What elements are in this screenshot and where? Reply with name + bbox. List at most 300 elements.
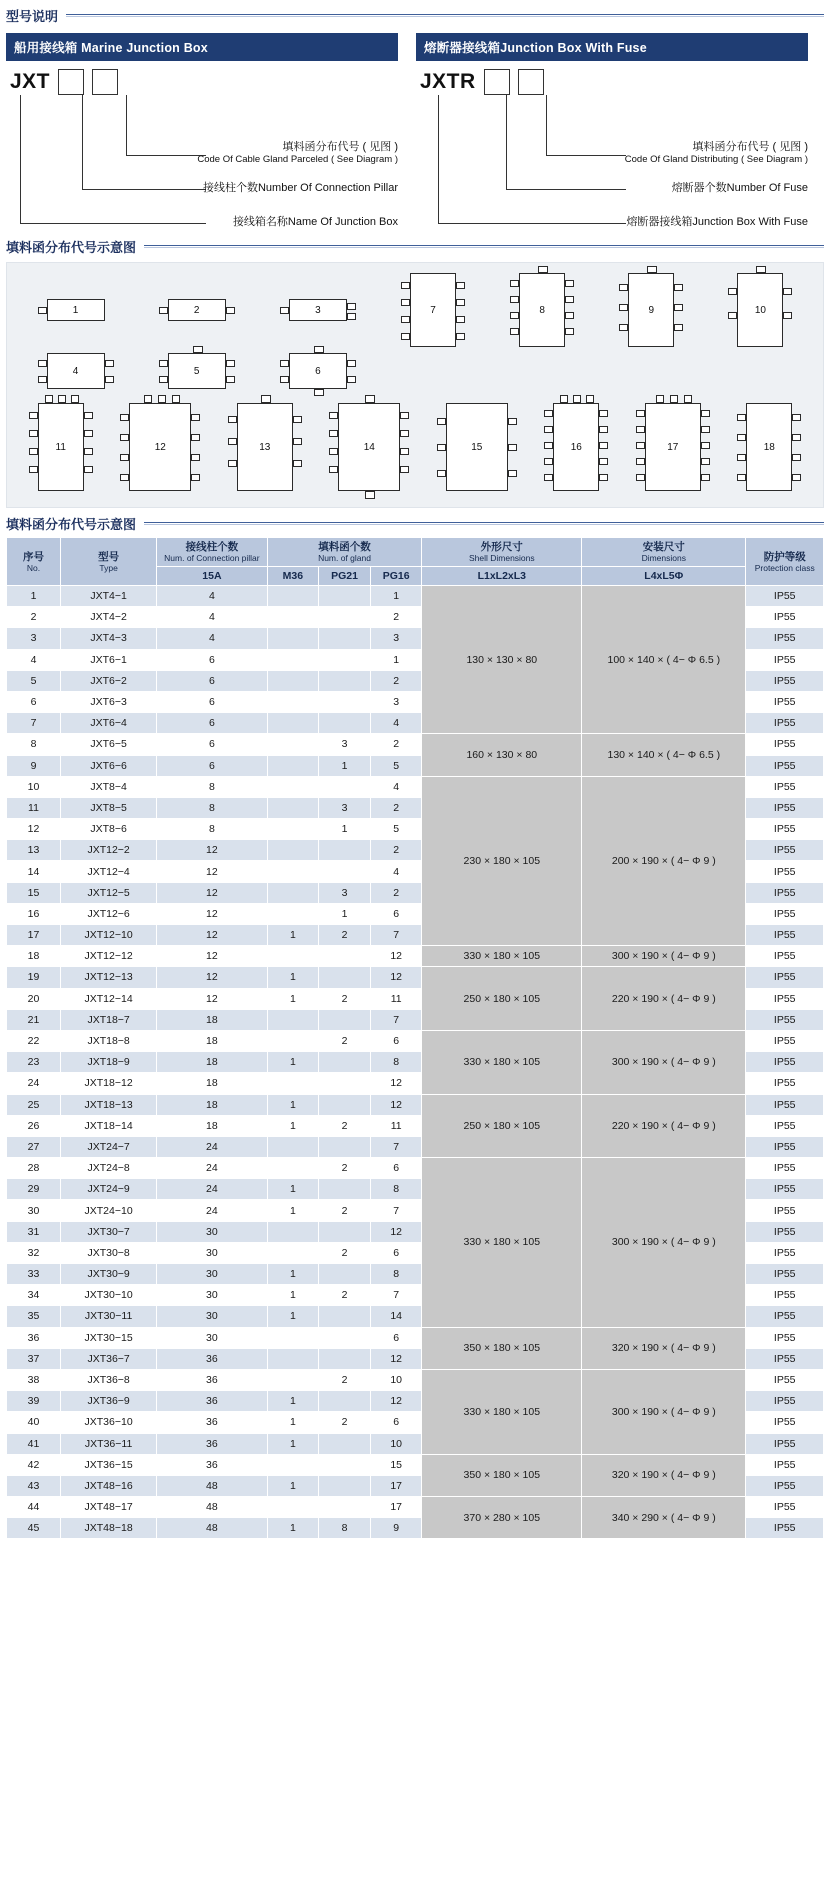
cell-no: 10: [7, 776, 61, 797]
model-left-body: [6, 61, 398, 231]
page-root: [0, 6, 830, 1884]
cell-protection-class: IP55: [746, 925, 824, 946]
figure-label: 6: [315, 365, 321, 377]
cell-type: JXT8−4: [60, 776, 156, 797]
th-gland: [267, 538, 422, 567]
cell-gland-pg21: [319, 1348, 371, 1369]
gland-nub: [401, 282, 410, 289]
leader-line: [506, 189, 626, 190]
gland-nub: [228, 416, 237, 423]
cell-mounting-dimensions: 300 × 190 × ( 4− Φ 9 ): [582, 1158, 746, 1328]
cell-type: JXT12−6: [60, 903, 156, 924]
cell-pillar: 30: [157, 1221, 267, 1242]
cell-pillar: 12: [157, 861, 267, 882]
cell-type: JXT48−18: [60, 1518, 156, 1539]
gland-nub: [674, 284, 683, 291]
gland-nub: [701, 410, 710, 417]
figure-label: 17: [667, 441, 679, 453]
cell-protection-class: IP55: [746, 607, 824, 628]
gland-nub: [656, 395, 664, 403]
cell-gland-pg16: 4: [370, 861, 422, 882]
cell-type: JXT12−14: [60, 988, 156, 1009]
gland-nub: [191, 414, 200, 421]
cell-type: JXT6−5: [60, 734, 156, 755]
cell-mounting-dimensions: 300 × 190 × ( 4− Φ 9 ): [582, 1030, 746, 1094]
cell-protection-class: IP55: [746, 1158, 824, 1179]
cell-gland-pg16: 5: [370, 755, 422, 776]
cell-type: JXT8−6: [60, 819, 156, 840]
cell-gland-pg16: 8: [370, 1052, 422, 1073]
gland-nub: [636, 442, 645, 449]
cell-shell-dimensions: 350 × 180 × 105: [422, 1454, 582, 1496]
gland-nub: [510, 296, 519, 303]
gland-nub: [728, 312, 737, 319]
cell-type: JXT30−8: [60, 1242, 156, 1263]
cell-gland-m36: [267, 1030, 319, 1051]
cell-gland-pg21: [319, 1497, 371, 1518]
gland-nub: [456, 333, 465, 340]
cell-gland-m36: [267, 946, 319, 967]
gland-nub: [737, 454, 746, 461]
legend-en: Code Of Gland Distributing ( See Diagram ): [624, 154, 808, 165]
section-rule: [66, 14, 824, 17]
gland-distribution-diagram-panel: [6, 262, 824, 508]
cell-gland-pg21: 2: [319, 1115, 371, 1136]
figure-label: 14: [363, 441, 375, 453]
figure-label: 8: [539, 304, 545, 316]
cell-protection-class: IP55: [746, 1348, 824, 1369]
cell-gland-pg21: 2: [319, 1285, 371, 1306]
cell-gland-pg21: 2: [319, 1369, 371, 1390]
cell-type: JXT30−11: [60, 1306, 156, 1327]
table-row: [7, 946, 824, 967]
cell-gland-pg21: [319, 840, 371, 861]
gland-nub: [280, 307, 289, 314]
cell-pillar: 6: [157, 713, 267, 734]
th-prot-cn: 防护等级: [763, 550, 806, 563]
cell-gland-m36: 1: [267, 988, 319, 1009]
cell-type: JXT30−9: [60, 1264, 156, 1285]
figure-label: 5: [193, 365, 200, 377]
gland-nub: [58, 395, 66, 403]
gland-nub: [619, 284, 628, 291]
figure-label: 9: [648, 304, 655, 316]
gland-nub: [314, 389, 324, 396]
cell-gland-pg21: [319, 1475, 371, 1496]
cell-pillar: 36: [157, 1433, 267, 1454]
cell-type: JXT6−1: [60, 649, 156, 670]
gland-nub: [544, 442, 553, 449]
cell-gland-pg16: 4: [370, 776, 422, 797]
legend-cn: 接线箱名称Name Of Junction Box: [232, 216, 398, 228]
cell-protection-class: IP55: [746, 797, 824, 818]
leader-line: [82, 189, 206, 190]
gland-nub: [105, 360, 114, 367]
cell-no: 38: [7, 1369, 61, 1390]
gland-nub: [737, 474, 746, 481]
cell-pillar: 12: [157, 925, 267, 946]
gland-nub: [599, 474, 608, 481]
cell-pillar: 4: [157, 586, 267, 607]
gland-nub: [293, 416, 302, 423]
gland-nub: [172, 395, 180, 403]
cell-gland-pg21: [319, 776, 371, 797]
gland-nub: [674, 304, 683, 311]
cell-protection-class: IP55: [746, 1200, 824, 1221]
cell-pillar: 48: [157, 1518, 267, 1539]
figure-label: 16: [570, 441, 582, 453]
gland-nub: [29, 412, 38, 419]
cell-no: 13: [7, 840, 61, 861]
cell-gland-pg16: 10: [370, 1369, 422, 1390]
cell-gland-m36: 1: [267, 1475, 319, 1496]
cell-protection-class: IP55: [746, 1030, 824, 1051]
cell-no: 7: [7, 713, 61, 734]
cell-shell-dimensions: 250 × 180 × 105: [422, 1094, 582, 1158]
gland-nub: [401, 333, 410, 340]
cell-gland-pg21: 3: [319, 797, 371, 818]
cell-type: JXT12−4: [60, 861, 156, 882]
cell-gland-m36: 1: [267, 1391, 319, 1412]
cell-no: 23: [7, 1052, 61, 1073]
cell-pillar: 30: [157, 1264, 267, 1285]
cell-type: JXT18−12: [60, 1073, 156, 1094]
cell-gland-pg16: 14: [370, 1306, 422, 1327]
model-right-legend-0: [625, 141, 808, 165]
cell-no: 6: [7, 691, 61, 712]
gland-nub: [228, 460, 237, 467]
gland-nub: [38, 376, 47, 383]
cell-gland-m36: [267, 819, 319, 840]
gland-nub: [105, 376, 114, 383]
gland-nub: [280, 360, 289, 367]
cell-protection-class: IP55: [746, 1094, 824, 1115]
cell-pillar: 6: [157, 734, 267, 755]
cell-pillar: 18: [157, 1009, 267, 1030]
th-gland-cn: 填料函个数: [318, 541, 371, 553]
cell-gland-m36: [267, 840, 319, 861]
gland-nub: [599, 426, 608, 433]
header-row-1: [7, 538, 824, 567]
cell-type: JXT8−5: [60, 797, 156, 818]
cell-protection-class: IP55: [746, 882, 824, 903]
cell-gland-pg21: 2: [319, 988, 371, 1009]
cell-no: 35: [7, 1306, 61, 1327]
cell-gland-pg21: 8: [319, 1518, 371, 1539]
spec-table-wrapper: [0, 533, 830, 1539]
leader-line: [438, 223, 626, 224]
cell-protection-class: IP55: [746, 1454, 824, 1475]
cell-protection-class: IP55: [746, 649, 824, 670]
figure-13: [237, 403, 293, 491]
cell-pillar: 12: [157, 903, 267, 924]
gland-nub: [84, 412, 93, 419]
cell-shell-dimensions: 330 × 180 × 105: [422, 1369, 582, 1454]
gland-nub: [544, 426, 553, 433]
cell-gland-m36: [267, 1497, 319, 1518]
gland-nub: [329, 430, 338, 437]
figure-18: [746, 403, 792, 491]
figure-label: 15: [471, 441, 483, 453]
gland-nub: [565, 328, 574, 335]
th-gland-pg16: PG16: [370, 567, 422, 586]
cell-gland-m36: 1: [267, 1052, 319, 1073]
diagram-row-2: [15, 353, 815, 389]
cell-protection-class: IP55: [746, 628, 824, 649]
gland-nub: [159, 376, 168, 383]
figure-3: [289, 299, 347, 321]
cell-protection-class: IP55: [746, 1327, 824, 1348]
cell-type: JXT36−11: [60, 1433, 156, 1454]
cell-gland-pg16: 8: [370, 1179, 422, 1200]
cell-gland-pg21: [319, 1009, 371, 1030]
figure-7: [410, 273, 456, 347]
cell-gland-m36: 1: [267, 925, 319, 946]
cell-pillar: 18: [157, 1073, 267, 1094]
cell-gland-pg21: 1: [319, 819, 371, 840]
gland-nub: [684, 395, 692, 403]
gland-nub: [728, 288, 737, 295]
th-prot-en: Protection class: [754, 562, 815, 573]
cell-gland-m36: [267, 903, 319, 924]
cell-gland-pg21: [319, 1073, 371, 1094]
cell-no: 19: [7, 967, 61, 988]
gland-nub: [226, 376, 235, 383]
cell-no: 5: [7, 670, 61, 691]
gland-nub: [38, 360, 47, 367]
cell-gland-pg21: 2: [319, 1242, 371, 1263]
cell-gland-pg21: [319, 607, 371, 628]
cell-protection-class: IP55: [746, 1136, 824, 1157]
cell-pillar: 12: [157, 840, 267, 861]
cell-pillar: 12: [157, 967, 267, 988]
cell-gland-m36: 1: [267, 1264, 319, 1285]
cell-pillar: 8: [157, 819, 267, 840]
cell-gland-m36: 1: [267, 1433, 319, 1454]
cell-gland-m36: [267, 649, 319, 670]
cell-gland-pg21: [319, 713, 371, 734]
cell-shell-dimensions: 130 × 130 × 80: [422, 586, 582, 734]
cell-no: 24: [7, 1073, 61, 1094]
legend-cn: 接线柱个数Number Of Connection Pillar: [202, 182, 398, 194]
section-title-model-explain: 型号说明: [6, 9, 59, 24]
th-gland-m36: M36: [267, 567, 319, 586]
cell-protection-class: IP55: [746, 840, 824, 861]
gland-nub: [636, 426, 645, 433]
gland-nub: [228, 438, 237, 445]
gland-nub: [510, 312, 519, 319]
gland-nub: [783, 312, 792, 319]
table-row: [7, 776, 824, 797]
figure-label: 7: [430, 304, 436, 316]
cell-gland-pg16: 6: [370, 1412, 422, 1433]
leader-line: [506, 95, 507, 189]
gland-nub: [636, 410, 645, 417]
model-column-left: [6, 33, 398, 231]
figure-10: [737, 273, 783, 347]
cell-gland-pg21: 2: [319, 1412, 371, 1433]
cell-gland-pg21: [319, 1221, 371, 1242]
cell-gland-pg16: 8: [370, 1264, 422, 1285]
gland-nub: [737, 414, 746, 421]
gland-nub: [293, 438, 302, 445]
th-gland-pg21: PG21: [319, 567, 371, 586]
gland-nub: [510, 280, 519, 287]
cell-type: JXT24−10: [60, 1200, 156, 1221]
figure-6: [289, 353, 347, 389]
cell-gland-m36: [267, 1454, 319, 1475]
figure-label: 2: [193, 304, 200, 316]
section-header-diagram: [0, 237, 830, 256]
gland-nub: [701, 474, 710, 481]
cell-no: 15: [7, 882, 61, 903]
cell-protection-class: IP55: [746, 1412, 824, 1433]
cell-type: JXT6−3: [60, 691, 156, 712]
leader-line: [126, 155, 206, 156]
section-title-diagram: 填料函分布代号示意图: [6, 240, 137, 255]
cell-no: 12: [7, 819, 61, 840]
gland-nub: [538, 266, 548, 273]
cell-pillar: 36: [157, 1412, 267, 1433]
figure-5: [168, 353, 226, 389]
cell-gland-pg16: 2: [370, 607, 422, 628]
cell-no: 41: [7, 1433, 61, 1454]
figure-9: [628, 273, 674, 347]
gland-nub: [565, 296, 574, 303]
cell-type: JXT30−15: [60, 1327, 156, 1348]
gland-nub: [191, 474, 200, 481]
figure-16: [553, 403, 599, 491]
gland-nub: [792, 434, 801, 441]
gland-nub: [191, 454, 200, 461]
gland-nub: [674, 324, 683, 331]
cell-protection-class: IP55: [746, 946, 824, 967]
cell-shell-dimensions: 350 × 180 × 105: [422, 1327, 582, 1369]
cell-no: 30: [7, 1200, 61, 1221]
cell-protection-class: IP55: [746, 1242, 824, 1263]
cell-gland-pg16: 9: [370, 1518, 422, 1539]
gland-nub: [84, 448, 93, 455]
cell-no: 45: [7, 1518, 61, 1539]
gland-nub: [456, 299, 465, 306]
gland-nub: [400, 466, 409, 473]
cell-type: JXT24−8: [60, 1158, 156, 1179]
cell-no: 1: [7, 586, 61, 607]
cell-type: JXT18−14: [60, 1115, 156, 1136]
cell-type: JXT6−2: [60, 670, 156, 691]
cell-pillar: 6: [157, 649, 267, 670]
cell-gland-pg21: 2: [319, 1030, 371, 1051]
th-mount-cn: 安装尺寸: [642, 541, 685, 553]
cell-pillar: 18: [157, 1115, 267, 1136]
cell-mounting-dimensions: 100 × 140 × ( 4− Φ 6.5 ): [582, 586, 746, 734]
cell-no: 31: [7, 1221, 61, 1242]
gland-nub: [120, 414, 129, 421]
cell-pillar: 4: [157, 628, 267, 649]
cell-pillar: 24: [157, 1200, 267, 1221]
gland-nub: [565, 312, 574, 319]
th-mount-sub: L4xL5Φ: [582, 567, 746, 586]
cell-gland-pg16: 6: [370, 1327, 422, 1348]
cell-protection-class: IP55: [746, 691, 824, 712]
cell-gland-m36: 1: [267, 1179, 319, 1200]
figure-17: [645, 403, 701, 491]
th-shell-sub: L1xL2xL3: [422, 567, 582, 586]
cell-gland-m36: [267, 1369, 319, 1390]
model-right-body: [416, 61, 808, 231]
cell-protection-class: IP55: [746, 1433, 824, 1454]
cell-gland-pg16: 6: [370, 1030, 422, 1051]
cell-type: JXT24−9: [60, 1179, 156, 1200]
cell-protection-class: IP55: [746, 1264, 824, 1285]
leader-line: [20, 95, 21, 223]
gland-nub: [565, 280, 574, 287]
cell-pillar: 30: [157, 1285, 267, 1306]
legend-cn: 填料函分布代号 ( 见图 ): [692, 141, 808, 153]
cell-type: JXT18−8: [60, 1030, 156, 1051]
figure-label: 3: [315, 304, 321, 316]
cell-protection-class: IP55: [746, 1391, 824, 1412]
gland-nub: [347, 303, 356, 310]
figure-label: 1: [72, 304, 79, 316]
cell-gland-pg21: 2: [319, 925, 371, 946]
cell-gland-pg21: [319, 1179, 371, 1200]
gland-nub: [586, 395, 594, 403]
cell-protection-class: IP55: [746, 1009, 824, 1030]
diagram-row-3: [15, 403, 815, 491]
cell-gland-pg21: 2: [319, 1158, 371, 1179]
cell-type: JXT12−10: [60, 925, 156, 946]
gland-nub: [400, 448, 409, 455]
cell-gland-pg16: 17: [370, 1497, 422, 1518]
figure-2: [168, 299, 226, 321]
figure-label: 11: [55, 441, 66, 453]
cell-no: 44: [7, 1497, 61, 1518]
th-pillar-cn: 接线柱个数: [185, 541, 239, 553]
cell-mounting-dimensions: 200 × 190 × ( 4− Φ 9 ): [582, 776, 746, 946]
cell-no: 40: [7, 1412, 61, 1433]
cell-pillar: 8: [157, 776, 267, 797]
cell-no: 16: [7, 903, 61, 924]
legend-en: Code Of Cable Gland Parceled ( See Diagram ): [197, 154, 398, 165]
cell-gland-pg16: 10: [370, 1433, 422, 1454]
table-row: [7, 1497, 824, 1518]
cell-no: 14: [7, 861, 61, 882]
model-right-bar: 熔断器接线箱Junction Box With Fuse: [416, 33, 808, 61]
figure-14: [338, 403, 400, 491]
gland-nub: [84, 466, 93, 473]
model-left-code: JXT: [10, 70, 51, 93]
cell-gland-m36: [267, 882, 319, 903]
cell-pillar: 36: [157, 1348, 267, 1369]
th-mount-en: Dimensions: [641, 553, 686, 563]
cell-type: JXT36−10: [60, 1412, 156, 1433]
cell-gland-pg21: [319, 1327, 371, 1348]
cell-shell-dimensions: 370 × 280 × 105: [422, 1497, 582, 1539]
gland-nub: [792, 454, 801, 461]
gland-nub: [508, 444, 517, 451]
cell-pillar: 30: [157, 1306, 267, 1327]
th-mount: [582, 538, 746, 567]
gland-nub: [280, 376, 289, 383]
cell-gland-m36: [267, 628, 319, 649]
cell-gland-pg21: [319, 861, 371, 882]
cell-no: 21: [7, 1009, 61, 1030]
cell-gland-m36: [267, 1327, 319, 1348]
cell-no: 32: [7, 1242, 61, 1263]
cell-gland-m36: 1: [267, 1285, 319, 1306]
model-left-leaders: [6, 61, 398, 231]
